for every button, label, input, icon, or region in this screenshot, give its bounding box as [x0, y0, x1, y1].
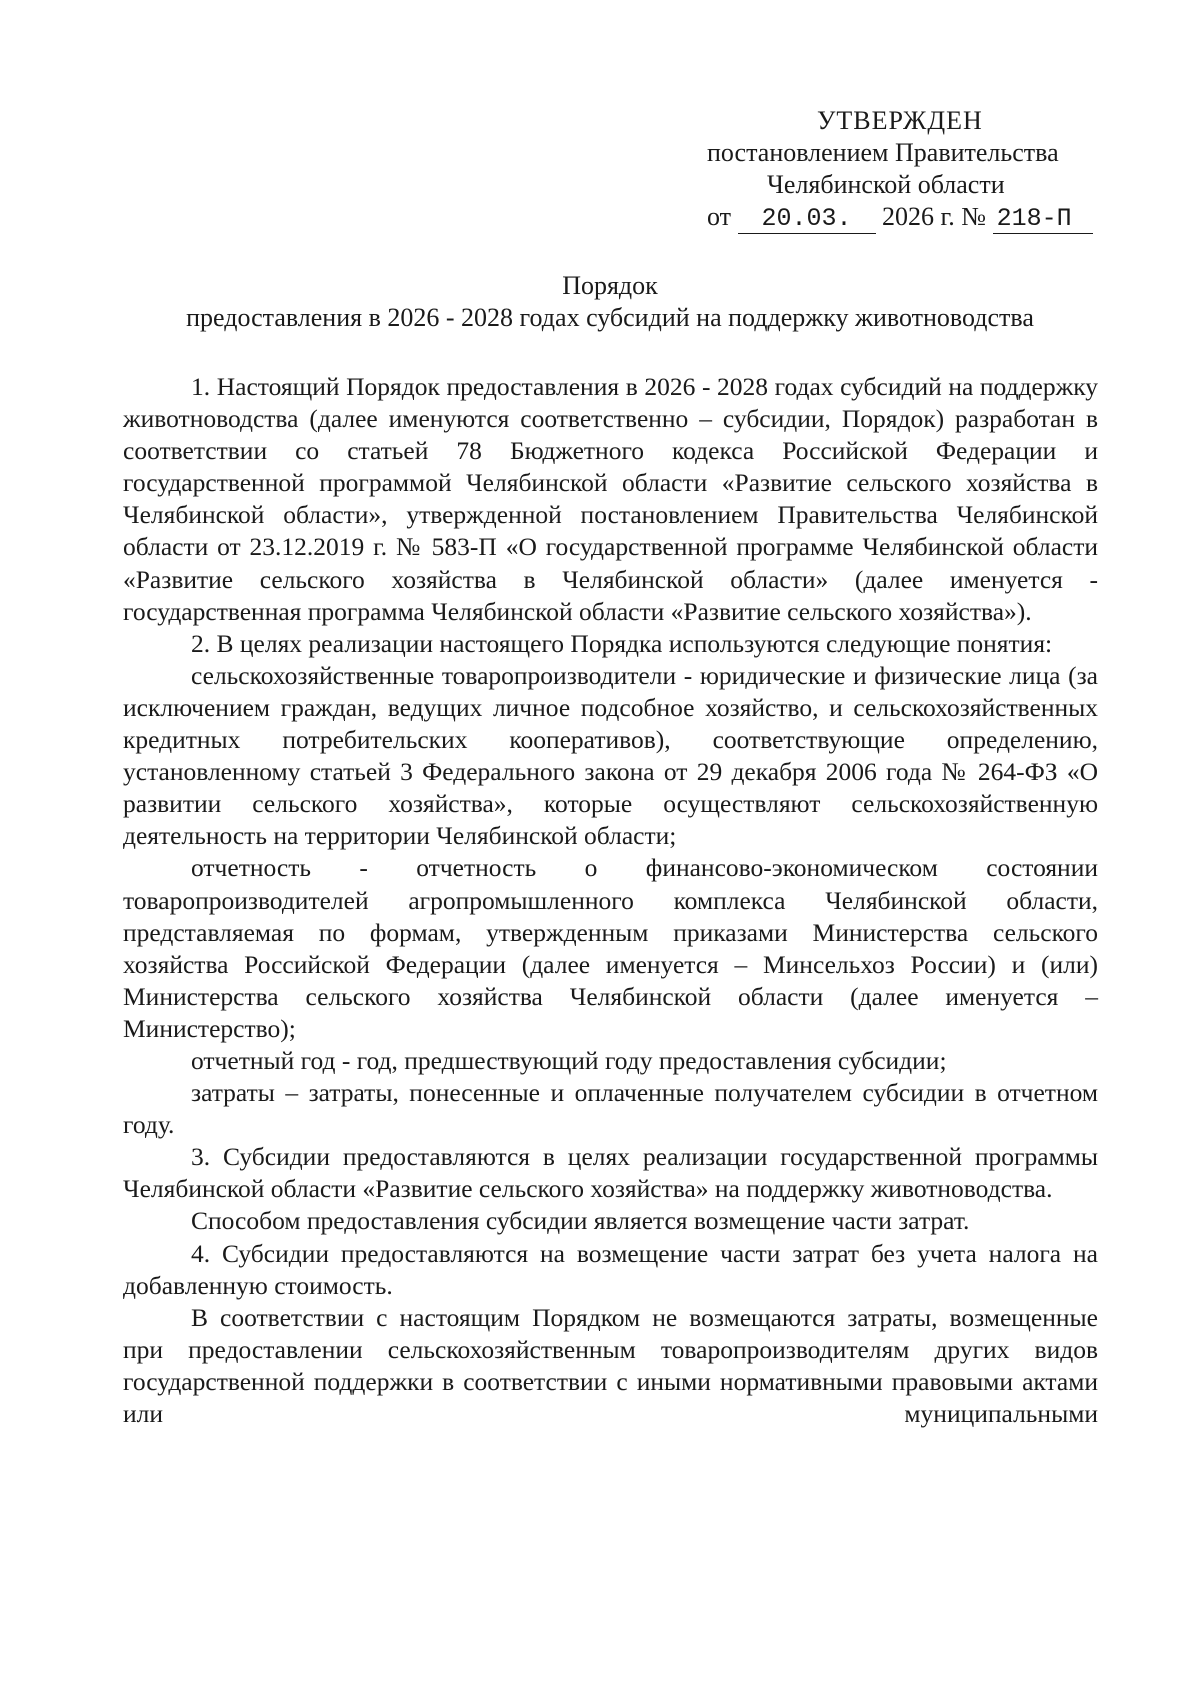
approval-date-line — [707, 201, 1087, 234]
approval-stamp — [707, 105, 1087, 234]
paragraph-definition-costs: затраты – затраты, понесенные и оплаченные получателем субсидии в отчетном году. — [123, 1078, 1098, 1140]
paragraph-definition-reporting: отчетность - отчетность о финансово-экономическом состоянии товаропроизводителей агропромышленного комплекса Челябинской области, представляемая по формам, утвержденным приказами Министерства сельского хозяйства Российской Федерации (далее именуется – Минсельхоз России) и (или) Министерства сельского хозяйства Челябинской области (далее именуется – Министерство); — [123, 853, 1098, 1043]
paragraph-4: 4. Субсидии предоставляются на возмещение части затрат без учета налога на добавленную стоимость. — [123, 1238, 1098, 1300]
approved-by-line: постановлением Правительства — [707, 138, 1059, 167]
paragraph-3: 3. Субсидии предоставляются в целях реализации государственной программы Челябинской области «Развитие сельского хозяйства» на поддержку животноводства. — [123, 1142, 1098, 1204]
from-label: от — [707, 202, 732, 231]
approval-date: 20.03. — [738, 205, 876, 234]
document-body — [123, 371, 1098, 1430]
paragraph-1: 1. Настоящий Порядок предоставления в 2026 - 2028 годах субсидий на поддержку животноводства (далее именуются соответственно – субсидии, Порядок) разработан в соответствии со статьей 78 Бюджетного кодекса Российской Федерации и государственной программой Челябинской области «Развитие сельского хозяйства в Челябинской области», утвержденной постановлением Правительства Челябинской области от 23.12.2019 г. № 583-П «О государственной программе Челябинской области «Развитие сельского хозяйства в Челябинской области» (далее именуется - государственная программа Челябинской области «Развитие сельского хозяйства»). — [123, 372, 1098, 626]
paragraph-2: 2. В целях реализации настоящего Порядка используются следующие понятия: — [191, 628, 1053, 658]
paragraph-not-reimbursed: В соответствии с настоящим Порядком не возмещаются затраты, возмещенные при предоставлении сельскохозяйственным товаропроизводителям других видов государственной поддержки в соответствии с иными нормативными правовыми актами или муниципальными — [123, 1302, 1098, 1428]
paragraph-method: Способом предоставления субсидии является возмещение части затрат. — [191, 1206, 970, 1236]
document-title — [120, 270, 1100, 334]
year-label: 2026 г. № — [882, 202, 987, 231]
paragraph-definition-producers: сельскохозяйственные товаропроизводители - юридические и физические лица (за исключением граждан, ведущих личное подсобное хозяйство, и сельскохозяйственных кредитных потребительских кооперативов), соответствующие определению, установленному статьей 3 Федерального закона от 29 декабря 2006 года № 264-ФЗ «О развитии сельского хозяйства», которые осуществляют сельскохозяйственную деятельность на территории Челябинской области; — [123, 660, 1098, 851]
region-line: Челябинской области — [767, 170, 1005, 199]
title-line-2: предоставления в 2026 - 2028 годах субсидий на поддержку животноводства — [186, 303, 1034, 332]
approval-number: 218-П — [993, 205, 1093, 234]
approved-heading: УТВЕРЖДЕН — [817, 106, 983, 135]
title-line-1: Порядок — [562, 271, 658, 300]
paragraph-definition-reporting-year: отчетный год - год, предшествующий году предоставления субсидии; — [191, 1045, 947, 1075]
